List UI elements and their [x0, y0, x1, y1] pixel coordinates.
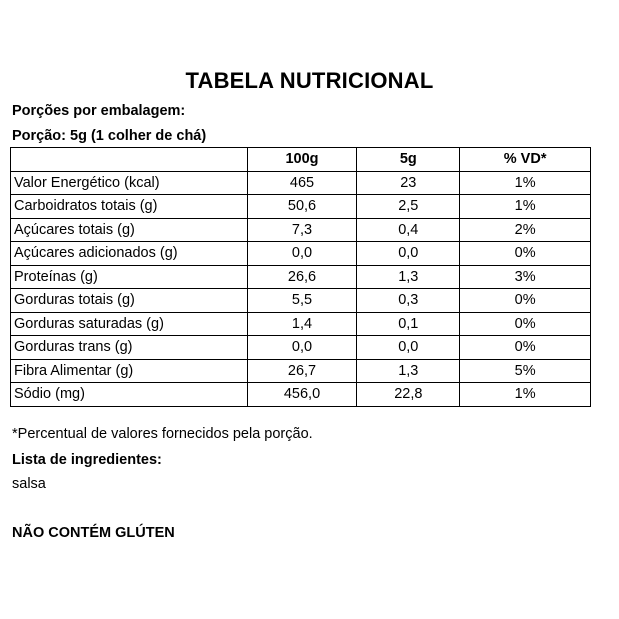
value-daily-percent: 2%: [460, 218, 591, 242]
value-100g: 5,5: [247, 289, 357, 313]
portion-size: Porção: 5g (1 colher de chá): [12, 128, 207, 144]
servings-per-package: Porções por embalagem:: [12, 103, 186, 119]
ingredients-list: salsa: [12, 476, 46, 492]
header-cell-portion: 5g: [357, 148, 460, 172]
value-daily-percent: 3%: [460, 265, 591, 289]
header-cell-nutrient: [11, 148, 248, 172]
table-row: [11, 265, 591, 289]
gluten-notice: NÃO CONTÉM GLÚTEN: [12, 525, 175, 541]
table-row: [11, 289, 591, 313]
nutrition-table: [10, 147, 591, 407]
nutrient-label: Fibra Alimentar (g): [11, 359, 248, 383]
value-portion: 0,3: [357, 289, 460, 313]
value-daily-percent: 1%: [460, 383, 591, 407]
value-100g: 456,0: [247, 383, 357, 407]
value-100g: 50,6: [247, 195, 357, 219]
nutrient-label: Gorduras totais (g): [11, 289, 248, 313]
table-row: [11, 195, 591, 219]
value-daily-percent: 0%: [460, 312, 591, 336]
value-portion: 22,8: [357, 383, 460, 407]
value-daily-percent: 1%: [460, 171, 591, 195]
ingredients-title: Lista de ingredientes:: [12, 452, 162, 468]
value-100g: 26,6: [247, 265, 357, 289]
value-daily-percent: 0%: [460, 336, 591, 360]
nutrient-label: Valor Energético (kcal): [11, 171, 248, 195]
footnote: *Percentual de valores fornecidos pela porção.: [12, 426, 313, 442]
nutrient-label: Proteínas (g): [11, 265, 248, 289]
nutrient-label: Carboidratos totais (g): [11, 195, 248, 219]
table-row: [11, 383, 591, 407]
table-row: [11, 336, 591, 360]
value-daily-percent: 0%: [460, 242, 591, 266]
value-portion: 2,5: [357, 195, 460, 219]
page-title: TABELA NUTRICIONAL: [185, 68, 434, 93]
value-portion: 0,0: [357, 242, 460, 266]
table-row: [11, 242, 591, 266]
table-row: [11, 359, 591, 383]
value-100g: 0,0: [247, 336, 357, 360]
table-row: [11, 218, 591, 242]
value-daily-percent: 5%: [460, 359, 591, 383]
value-100g: 1,4: [247, 312, 357, 336]
nutrient-label: Gorduras trans (g): [11, 336, 248, 360]
value-portion: 0,1: [357, 312, 460, 336]
value-daily-percent: 1%: [460, 195, 591, 219]
nutrient-label: Açúcares totais (g): [11, 218, 248, 242]
nutrient-label: Gorduras saturadas (g): [11, 312, 248, 336]
value-100g: 26,7: [247, 359, 357, 383]
value-portion: 0,0: [357, 336, 460, 360]
value-portion: 23: [357, 171, 460, 195]
value-portion: 1,3: [357, 265, 460, 289]
value-portion: 1,3: [357, 359, 460, 383]
table-header-row: [11, 148, 591, 172]
value-daily-percent: 0%: [460, 289, 591, 313]
value-portion: 0,4: [357, 218, 460, 242]
value-100g: 465: [247, 171, 357, 195]
header-cell-daily-value: % VD*: [460, 148, 591, 172]
table-row: [11, 312, 591, 336]
value-100g: 7,3: [247, 218, 357, 242]
table-row: [11, 171, 591, 195]
nutrient-label: Sódio (mg): [11, 383, 248, 407]
nutrient-label: Açúcares adicionados (g): [11, 242, 248, 266]
value-100g: 0,0: [247, 242, 357, 266]
header-cell-100g: 100g: [247, 148, 357, 172]
